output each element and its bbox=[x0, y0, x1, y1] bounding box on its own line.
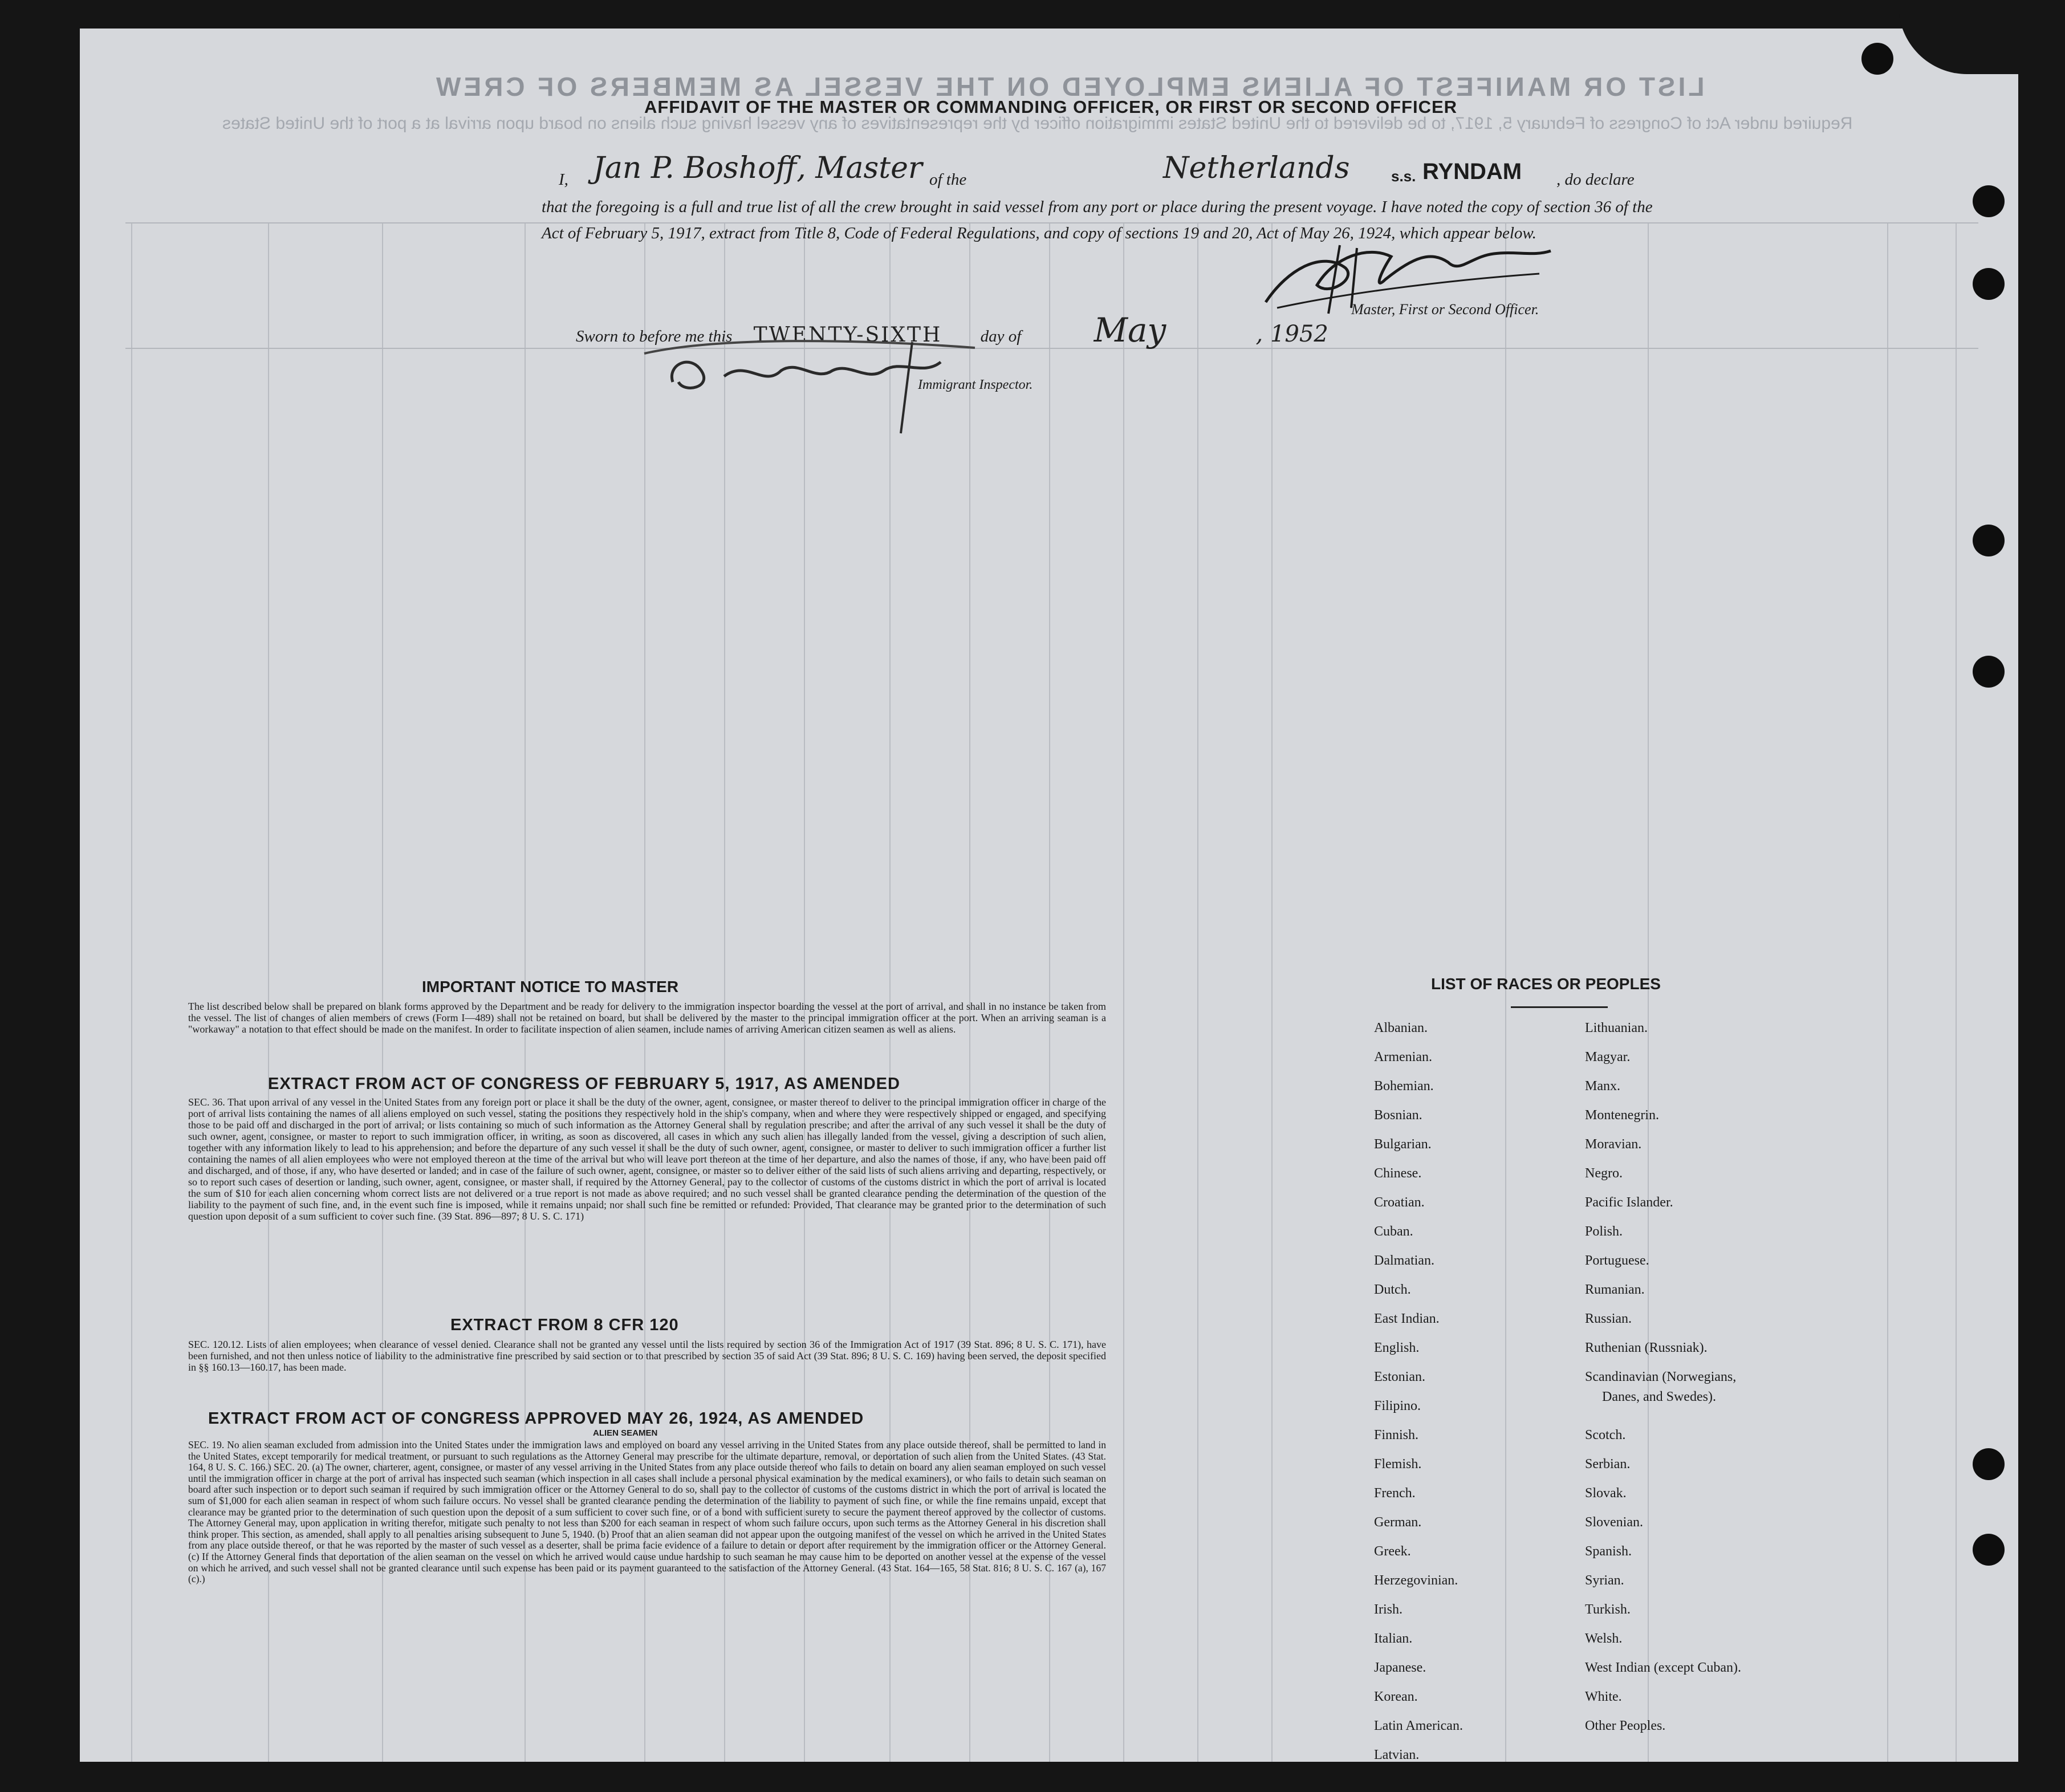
race-item: Montenegrin. bbox=[1585, 1108, 1659, 1123]
column-rule bbox=[131, 222, 132, 1762]
race-item: East Indian. bbox=[1374, 1311, 1440, 1326]
of-the-label: of the bbox=[929, 170, 967, 189]
race-item: Turkish. bbox=[1585, 1602, 1631, 1617]
punch-hole bbox=[1973, 1534, 2005, 1566]
master-signature-label: Master, First or Second Officer. bbox=[1351, 301, 1539, 318]
race-item: Cuban. bbox=[1374, 1224, 1413, 1239]
sworn-month: May bbox=[1094, 311, 1166, 350]
column-rule bbox=[1271, 222, 1273, 1762]
race-item: Syrian. bbox=[1585, 1573, 1624, 1588]
race-item: Slovak. bbox=[1585, 1486, 1627, 1501]
punch-hole bbox=[1973, 1448, 2005, 1480]
punch-hole bbox=[1973, 268, 2005, 300]
race-item: Other Peoples. bbox=[1585, 1718, 1666, 1733]
sworn-year: , 1952 bbox=[1255, 321, 1328, 347]
race-item: Bosnian. bbox=[1374, 1108, 1422, 1123]
race-item: Flemish. bbox=[1374, 1457, 1422, 1472]
race-item: Negro. bbox=[1585, 1166, 1623, 1181]
race-item: Herzegovinian. bbox=[1374, 1573, 1458, 1588]
nationality: Netherlands bbox=[1163, 151, 1350, 185]
race-item: Pacific Islander. bbox=[1585, 1195, 1673, 1210]
race-item: West Indian (except Cuban). bbox=[1585, 1660, 1741, 1675]
race-item: Portuguese. bbox=[1585, 1253, 1649, 1268]
race-item: Dutch. bbox=[1374, 1282, 1411, 1297]
sworn-text: Sworn to before me this bbox=[576, 327, 733, 346]
extract1-heading: EXTRACT FROM ACT OF CONGRESS OF FEBRUARY 5, 1917, AS AMENDED bbox=[268, 1075, 900, 1093]
race-item: Magyar. bbox=[1585, 1050, 1631, 1064]
day-of-label: day of bbox=[980, 327, 1022, 346]
notice-heading: IMPORTANT NOTICE TO MASTER bbox=[422, 978, 679, 995]
race-item: Danes, and Swedes). bbox=[1602, 1389, 1716, 1404]
ship-prefix: s.s. bbox=[1391, 168, 1416, 185]
race-item: White. bbox=[1585, 1689, 1622, 1704]
race-item: Welsh. bbox=[1585, 1631, 1623, 1646]
column-rule bbox=[1123, 222, 1124, 1762]
notice-body: The list described below shall be prepared on blank forms approved by the Department and be ready for delivery to the immigration inspector boarding the vessel at the port of arrival, and shall in no instance be taken from the vessel. The list of changes of alien members of crews (Form I—489) shall not be retained on board, but shall be delivered by the master to the principal immigration officer at the port. When an arriving seaman is a "workaway" a notation to that effect should be made on the manifest. In order to facilitate inspection of alien seamen, include names of arriving American citizen seamen as well as aliens. bbox=[188, 1001, 1106, 1035]
race-item: Italian. bbox=[1374, 1631, 1413, 1646]
punch-hole bbox=[1973, 656, 2005, 688]
race-item: Slovenian. bbox=[1585, 1515, 1643, 1530]
race-item: German. bbox=[1374, 1515, 1422, 1530]
affidavit-prefix: I, bbox=[559, 170, 568, 189]
affidavit-title: AFFIDAVIT OF THE MASTER OR COMMANDING OFFICER, OR FIRST OR SECOND OFFICER bbox=[644, 97, 1458, 117]
inspector-label: Immigrant Inspector. bbox=[918, 377, 1033, 392]
bleed-through-subtitle: Required under Act of Congress of February 5, 1917, to be delivered to the United States immigration officer by the representatives of any vessel having such aliens on board upon arrival at a port of the United States bbox=[222, 114, 1853, 133]
ship-name: RYNDAM bbox=[1422, 159, 1522, 184]
extract3-heading: EXTRACT FROM ACT OF CONGRESS APPROVED MAY 26, 1924, AS AMENDED bbox=[208, 1409, 864, 1428]
extract3-body: SEC. 19. No alien seaman excluded from admission into the United States under the immigration laws and employed on board any vessel arriving in the United States from any place outside thereof, shall be permitted to land in the United States, except temporarily for medical treatment, or pursuant to such regulations as the Attorney General may prescribe for the ultimate departure, removal, or deportation of such alien from the United States. (43 Stat. 164, 8 U. S. C. 166.) SEC. 20. (a) The owner, charterer, agent, consignee, or master of any vessel arriving in the United States from any place outside thereof who fails to detain on board any alien seaman employed on such vessel until the immigration officer in charge at the port of arrival has inspected such seaman (which inspection in all cases shall include a personal physical examination by the medical examiners), or who fails to detain such seaman on board after such inspection or to deport such seaman if required by such immigration officer or the Attorney General to do so, shall pay to the collector of customs of the customs district in which the port of arrival is located the sum of $1,000 for each alien seaman in respect of whom such failure occurs. No vessel shall be granted clearance pending the determination of the liability to payment of such fine, or while the fine remains unpaid, except that clearance may be granted prior to the determination of such question upon the deposit of a sum sufficient to cover such fine, or of a bond with sufficient surety to secure the payment thereof approved by the collector of customs. The Attorney General may, upon application in writing therefor, mitigate such penalty to not less than $200 for each seaman in respect of whom such failure occurs, upon such terms as the Attorney General in his discretion shall think proper. This section, as amended, shall apply to all penalties arising subsequent to June 5, 1940. (b) Proof that an alien seaman did not appear upon the outgoing manifest of the vessel on which he arrived in the United States from any place outside thereof, or that he was reported by the master of such vessel as a deserter, shall be prima facie evidence of a failure to detain or deport after requirement by the immigration officer or the Attorney General. (c) If the Attorney General finds that deportation of the alien seaman on the vessel on which he arrived would cause undue hardship to such seaman he may cause him to be deported on another vessel at the expense of the vessel on which he arrived, and such vessel shall not be granted clearance until such expense has been paid or its payment guaranteed to the satisfaction of the Attorney General. (43 Stat. 164—165, 58 Stat. 816; 8 U. S. C. 167 (a), 167 (c).) bbox=[188, 1439, 1106, 1585]
race-item: Bohemian. bbox=[1374, 1079, 1434, 1094]
race-item: Armenian. bbox=[1374, 1050, 1432, 1064]
bleed-through-title: LIST OR MANIFEST OF ALIENS EMPLOYED ON THE VESSEL AS MEMBERS OF CREW bbox=[433, 72, 1705, 101]
races-title-rule bbox=[1511, 1006, 1608, 1008]
race-item: Bulgarian. bbox=[1374, 1137, 1432, 1152]
race-item: Japanese. bbox=[1374, 1660, 1426, 1675]
race-item: Lithuanian. bbox=[1585, 1021, 1648, 1035]
race-item: Korean. bbox=[1374, 1689, 1418, 1704]
affidavit-first-line bbox=[542, 151, 1670, 194]
race-item: Rumanian. bbox=[1585, 1282, 1645, 1297]
extract3-subheading: ALIEN SEAMEN bbox=[593, 1428, 658, 1438]
race-item: Estonian. bbox=[1374, 1370, 1425, 1384]
race-item: English. bbox=[1374, 1340, 1420, 1355]
race-item: Greek. bbox=[1374, 1544, 1411, 1559]
races-title: LIST OF RACES OR PEOPLES bbox=[1431, 975, 1661, 993]
race-item: French. bbox=[1374, 1486, 1416, 1501]
do-declare: , do declare bbox=[1556, 170, 1635, 189]
race-item: Ruthenian (Russniak). bbox=[1585, 1340, 1708, 1355]
race-item: Serbian. bbox=[1585, 1457, 1631, 1472]
race-item: Dalmatian. bbox=[1374, 1253, 1434, 1268]
race-item: Croatian. bbox=[1374, 1195, 1425, 1210]
race-item: Scotch. bbox=[1585, 1428, 1626, 1442]
punch-hole bbox=[1973, 525, 2005, 556]
affidavit-body: that the foregoing is a full and true list of all the crew brought in said vessel from any port or place during the present voyage. I have noted the copy of section 36 of the Act of February 5, 1917, extract from Title 8, Code of Federal Regulations, and copy of sections 19 and 20, Act of May 26, 1924, which appear below. bbox=[542, 198, 1653, 242]
extract2-heading: EXTRACT FROM 8 CFR 120 bbox=[450, 1316, 679, 1334]
manifest-sheet bbox=[80, 29, 2018, 1762]
punch-hole bbox=[1973, 185, 2005, 217]
race-item: Irish. bbox=[1374, 1602, 1403, 1617]
master-name: Jan P. Boshoff, Master bbox=[593, 151, 922, 185]
race-item: Albanian. bbox=[1374, 1021, 1428, 1035]
punch-hole bbox=[1861, 43, 1893, 75]
extract1-body: SEC. 36. That upon arrival of any vessel in the United States from any foreign port or place it shall be the duty of the owner, agent, consignee, or master thereof to deliver to the principal immigration officer in charge of the port of arrival lists containing the names of all aliens employed on such vessel, stating the positions they respectively hold in the ship's company, when and where they were respectively shipped or engaged, and specifying those to be paid off and discharged in the port of arrival; or lists containing so much of such information as the Attorney General shall by regulation prescribe; and after the arrival of any such vessel it shall be the duty of such owner, agent, consignee, or master to report to such immigration officer, in writing, as soon as discovered, all cases in which any such alien has illegally landed from the vessel, giving a description of such alien, together with any information likely to lead to his apprehension; and before the departure of any such vessel it shall be the duty of such owner, agent, consignee, or master to deliver to such immigration officer a further list containing the names of all alien employees who were not employed thereon at the time of the arrival but who will leave port thereon at the time of her departure, and also the names of those, if any, who have been paid off and discharged, and of those, if any, who have deserted or landed; and in case of the failure of such owner, agent, consignee, or master so to deliver either of the said lists of such aliens arriving and departing, respectively, or so to report such cases of desertion or landing, such owner, agent, consignee, or master shall, if required by the Attorney General, pay to the collector of customs of the customs district in which the port of arrival is located the sum of $10 for each alien concerning whom correct lists are not delivered or a true report is not made as above required; and no such vessel shall be granted clearance pending the determination of the question of the liability to the payment of such fine, and, in the event such fine is imposed, while it remains unpaid; nor shall such fine be remitted or refunded: Provided, That clearance may be granted prior to the determination of such question upon deposit of a sum sufficient to cover such fine. (39 Stat. 896—897; 8 U. S. C. 171) bbox=[188, 1096, 1106, 1222]
column-rule bbox=[1197, 222, 1198, 1762]
column-rule bbox=[1956, 222, 1957, 1762]
race-item: Latin American. bbox=[1374, 1718, 1463, 1733]
race-item: Finnish. bbox=[1374, 1428, 1419, 1442]
column-rule bbox=[1887, 222, 1888, 1762]
extract2-body: SEC. 120.12. Lists of alien employees; when clearance of vessel denied. Clearance shall not be granted any vessel until the lists required by section 36 of the Immigration Act of 1917 (39 Stat. 896; 8 U. S. C. 171), have been furnished, and not then unless notice of liability to the administrative fine prescribed by said section or to that prescribed by section 35 of said Act (39 Stat. 896; 8 U. S. C. 169) having been served, the deposit specified in §§ 160.13—160.17, has been made. bbox=[188, 1339, 1106, 1373]
race-item: Scandinavian (Norwegians, bbox=[1585, 1370, 1737, 1384]
race-item: Spanish. bbox=[1585, 1544, 1632, 1559]
race-item: Chinese. bbox=[1374, 1166, 1422, 1181]
race-item: Russian. bbox=[1585, 1311, 1632, 1326]
race-item: Latvian. bbox=[1374, 1748, 1420, 1762]
sworn-day: TWENTY-SIXTH bbox=[753, 323, 942, 347]
race-item: Moravian. bbox=[1585, 1137, 1642, 1152]
race-item: Polish. bbox=[1585, 1224, 1623, 1239]
race-item: Filipino. bbox=[1374, 1399, 1421, 1413]
race-item: Manx. bbox=[1585, 1079, 1620, 1094]
